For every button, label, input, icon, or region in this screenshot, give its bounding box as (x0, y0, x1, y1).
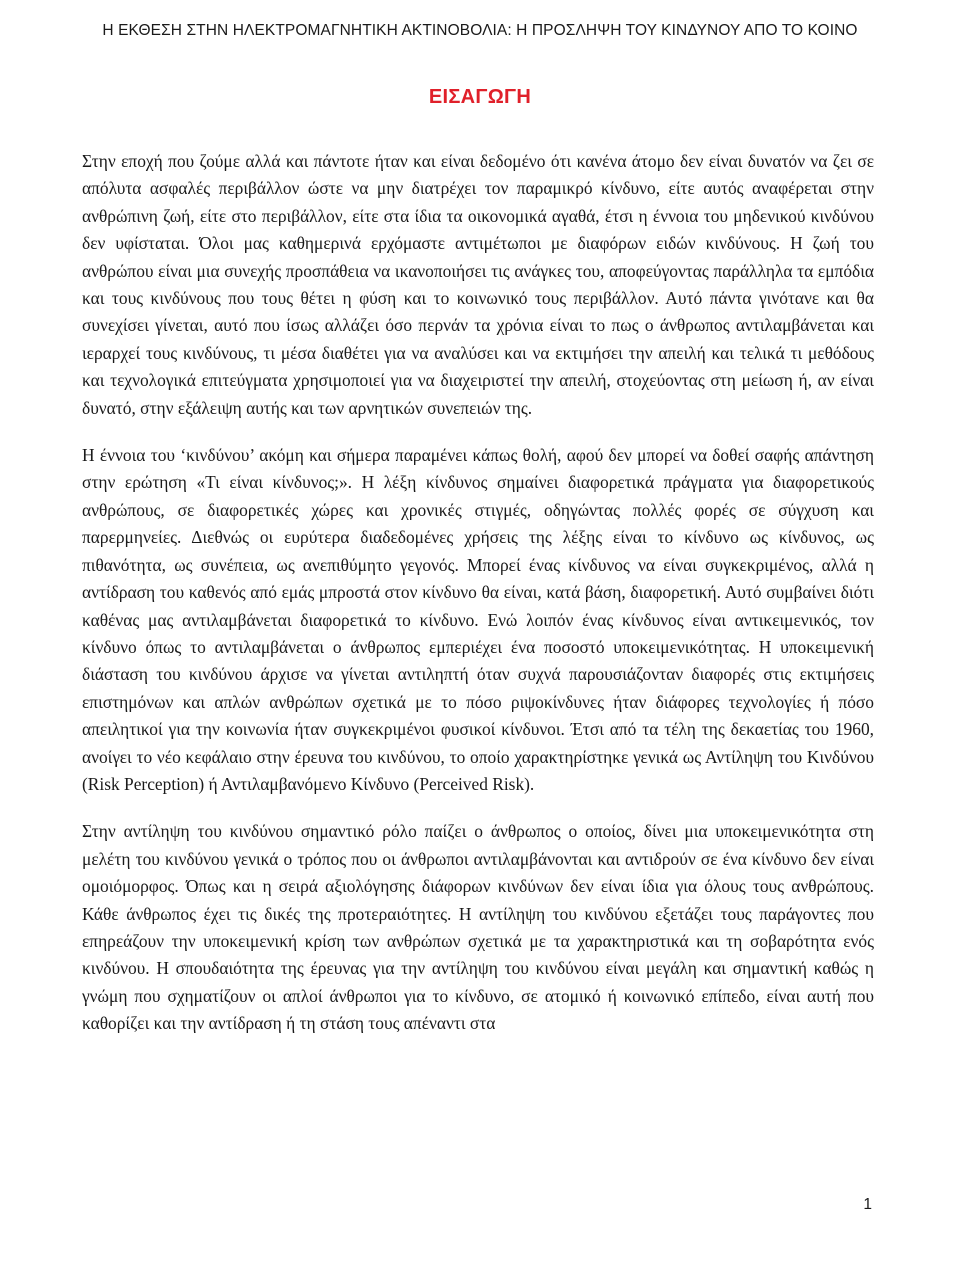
paragraph-3: Στην αντίληψη του κινδύνου σημαντικό ρόλο παίζει ο άνθρωπος ο οποίος, δίνει μια υποκειμενικότητα στη μελέτη του κινδύνου γενικά ο τρόπος που οι άνθρωποι αντιλαμβάνονται και αντιδρούν σε ένα κίνδυνο δεν είναι ομοιόμορφος. Όπως και η σειρά αξιολόγησης διάφορων κινδύνων δεν είναι ίδια για όλους τους ανθρώπους. Κάθε άνθρωπος έχει τις δικές της προτεραιότητες. Η αντίληψη του κινδύνου εξετάζει τους παράγοντες που επηρεάζουν την υποκειμενική κρίση των ανθρώπων σχετικά με τα χαρακτηριστικά και τη σοβαρότητα ενός κινδύνου. Η σπουδαιότητα της έρευνας για την αντίληψη του κινδύνου είναι μεγάλη και σημαντική καθώς η γνώμη που σχηματίζουν οι απλοί άνθρωποι για το κίνδυνο, σε ατομικό ή κοινωνικό επίπεδο, είναι αυτή που καθορίζει και την αντίδραση ή τη στάση τους απέναντι στα (82, 821, 874, 1034)
running-header: Η ΕΚΘΕΣΗ ΣΤΗΝ ΗΛΕΚΤΡΟΜΑΓΝΗΤΙΚΗ ΑΚΤΙΝΟΒΟΛΙΑ: Η ΠΡΟΣΛΗΨΗ ΤΟΥ ΚΙΝΔΥΝΟΥ ΑΠΟ ΤΟ ΚΟΙΝΟ (102, 22, 858, 39)
paragraph-2: Η έννοια του ‘κινδύνου’ ακόμη και σήμερα παραμένει κάπως θολή, αφού δεν μπορεί να δοθεί σαφής απάντηση στην ερώτηση «Τι είναι κίνδυνος;». Η λέξη κίνδυνος σημαίνει διαφορετικά πράγματα για διαφορετικούς ανθρώπους, σε διαφορετικές χώρες και χρονικές στιγμές, οδηγώντας πολλές φορές σε σύγχυση και παρερμηνείες. Διεθνώς οι ευρύτερα διαδεδομένες χρήσεις της λέξης είναι το κίνδυνο ως κίνδυνος, ως πιθανότητα, ως συνέπεια, ως ανεπιθύμητο γεγονός. Μπορεί ένας κίνδυνος να είναι συγκεκριμένος, αλλά η αντίδραση του καθενός από εμάς μπροστά στον κίνδυνο θα είναι, κατά βάση, διαφορετική. Αυτό συμβαίνει διότι καθένας μας αντιλαμβάνεται διαφορετικά το κίνδυνο. Ενώ λοιπόν ένας κίνδυνος είναι αντικειμενικός, τον κίνδυνο όπως το αντιλαμβάνεται ο άνθρωπος εμπεριέχει ένα ποσοστό υποκειμενικότητας. Η υποκειμενική διάσταση του κινδύνου άρχισε να γίνεται αντιληπτή όταν συχνά παρουσιάζονταν διαφορές στις εκτιμήσεις επιστημόνων και απλών ανθρώπων σχετικά με το πόσο ριψοκίνδυνες ήταν διάφορες τεχνολογίες ή πόσο απειλητικοί για την κοινωνία ήταν συγκεκριμένοι φυσικοί κίνδυνοι. Έτσι από τα τέλη της δεκαετίας του 1960, ανοίγει το νέο κεφάλαιο στην έρευνα του κινδύνου, το οποίο χαρακτηρίστηκε γενικά ως Αντίληψη του Κινδύνου (Risk Perception) ή Αντιλαμβανόμενο Κίνδυνο (Perceived Risk). (82, 445, 874, 794)
paragraph-1: Στην εποχή που ζούμε αλλά και πάντοτε ήταν και είναι δεδομένο ότι κανένα άτομο δεν είναι δυνατόν να ζει σε απόλυτα ασφαλές περιβάλλον ώστε να μην διατρέχει τον παραμικρό κίνδυνο, είτε αυτός αναφέρεται στην ανθρώπινη ζωή, είτε στο περιβάλλον, είτε στα ίδια τα οικονομικά αγαθά, έτσι η έννοια του μηδενικού κινδύνου δεν υφίσταται. Όλοι μας καθημερινά ερχόμαστε αντιμέτωποι με διαφόρων ειδών κινδύνους. Η ζωή του ανθρώπου είναι μια συνεχής προσπάθεια να ικανοποιήσει τις ανάγκες του, αποφεύγοντας παράλληλα τα εμπόδια και τους κινδύνους που τους θέτει η φύση και το κοινωνικό τους περιβάλλον. Αυτό πάντα γινότανε και θα συνεχίσει γίνεται, αυτό που ίσως αλλάζει όσο περνάν τα χρόνια είναι το πως ο άνθρωπος αντιλαμβάνεται και ιεραρχεί τους κινδύνους, τι μέσα διαθέτει για να αναλύσει και να εκτιμήσει την απειλή και τελικά τι μεθόδους και τεχνολογικά επιτεύγματα χρησιμοποιεί για να διαχειριστεί την απειλή, στοχεύοντας στη μείωση ή, αν είναι δυνατό, στην εξάλειψη αυτής και των αρνητικών συνεπειών της. (82, 151, 874, 418)
section-title: ΕΙΣΑΓΩΓΗ (428, 86, 532, 108)
page-number: 1 (863, 1196, 872, 1213)
body-text (82, 148, 874, 1058)
